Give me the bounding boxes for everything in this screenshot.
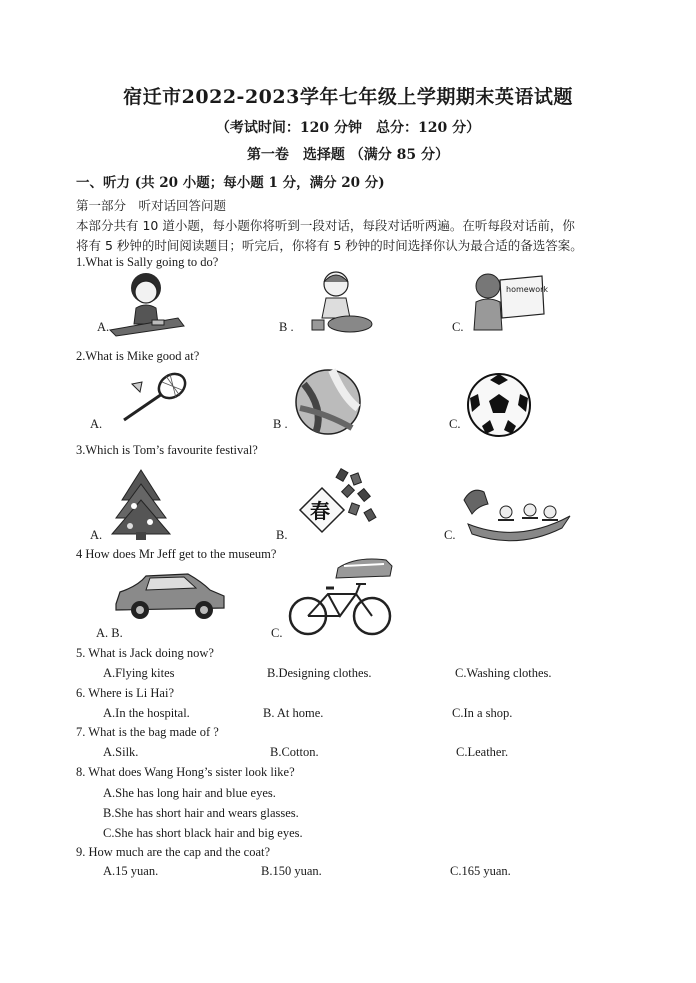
q9-option-b: B.150 yuan. (261, 864, 322, 878)
instruction-line-2: 将有 5 秒钟的时间阅读题目；听完后，你将有 5 秒钟的时间选择你认为最合适的备选答案。 (76, 238, 583, 253)
dragon-boat-icon (458, 480, 576, 546)
q8-option-b: B.She has short hair and wears glasses. (103, 806, 299, 820)
question-4: 4 How does Mr Jeff get to the museum? (76, 547, 277, 561)
q4-option-ab: A. B. (96, 626, 123, 640)
badminton-racket-icon (110, 370, 192, 426)
question-6: 6. Where is Li Hai? (76, 686, 174, 700)
section-heading: 一、听力 (共 20 小题；每小题 1 分，满分 20 分) (76, 175, 385, 191)
q5-option-b: B.Designing clothes. (267, 666, 372, 680)
q7-option-a: A.Silk. (103, 745, 139, 759)
q7-option-b: B.Cotton. (270, 745, 319, 759)
question-2: 2.What is Mike good at? (76, 349, 200, 363)
spring-festival-icon (298, 464, 384, 544)
bicycle-and-train-icon (286, 556, 396, 640)
q8-option-a: A.She has long hair and blue eyes. (103, 786, 276, 800)
q2-option-c: C. (449, 417, 461, 431)
q1-option-a: A. (97, 320, 110, 334)
christmas-tree-icon (110, 466, 172, 542)
q1-option-c: C. (452, 320, 464, 334)
soccer-ball-icon (466, 372, 532, 438)
q3-option-b: B. (276, 528, 288, 542)
q2-option-a: A. (90, 417, 103, 431)
q8-option-c: C.She has short black hair and big eyes. (103, 826, 303, 840)
question-5: 5. What is Jack doing now? (76, 646, 214, 660)
q6-option-a: A.In the hospital. (103, 706, 190, 720)
question-1: 1.What is Sally going to do? (76, 255, 219, 269)
question-9: 9. How much are the cap and the coat? (76, 845, 271, 859)
exam-info: （考试时间：120 分钟 总分：120 分） (215, 120, 481, 136)
q6-option-b: B. At home. (263, 706, 324, 720)
question-3: 3.Which is Tom’s favourite festival? (76, 443, 258, 457)
chun-character: 春 (310, 499, 330, 523)
q9-option-a: A.15 yuan. (103, 864, 159, 878)
subpart-heading: 第一部分 听对话回答问题 (76, 198, 227, 213)
q6-option-c: C.In a shop. (452, 706, 513, 720)
boy-homework-icon (470, 268, 550, 338)
page-title: 宿迁市2022-2023学年七年级上学期期末英语试题 (123, 86, 573, 108)
q4-option-c: C. (271, 626, 283, 640)
part-heading: 第一卷 选择题 （满分 85 分） (246, 147, 450, 163)
question-7: 7. What is the bag made of ? (76, 725, 219, 739)
girl-cleaning-table-icon (108, 268, 186, 338)
q3-option-a: A. (90, 528, 103, 542)
child-washing-clothes-icon (306, 268, 376, 338)
q5-option-c: C.Washing clothes. (455, 666, 552, 680)
q1-option-b: B . (279, 320, 294, 334)
q3-option-c: C. (444, 528, 456, 542)
question-8: 8. What does Wang Hong’s sister look like? (76, 765, 295, 779)
q9-option-c: C.165 yuan. (450, 864, 511, 878)
instruction-line-1: 本部分共有 10 道小题，每小题你将听到一段对话，每段对话听两遍。在听每段对话前，你 (76, 218, 575, 233)
q7-option-c: C.Leather. (456, 745, 509, 759)
beach-ball-icon (294, 368, 362, 436)
homework-sign: homework (506, 285, 549, 294)
car-icon (110, 568, 228, 622)
q5-option-a: A.Flying kites (103, 666, 175, 680)
q2-option-b: B . (273, 417, 288, 431)
